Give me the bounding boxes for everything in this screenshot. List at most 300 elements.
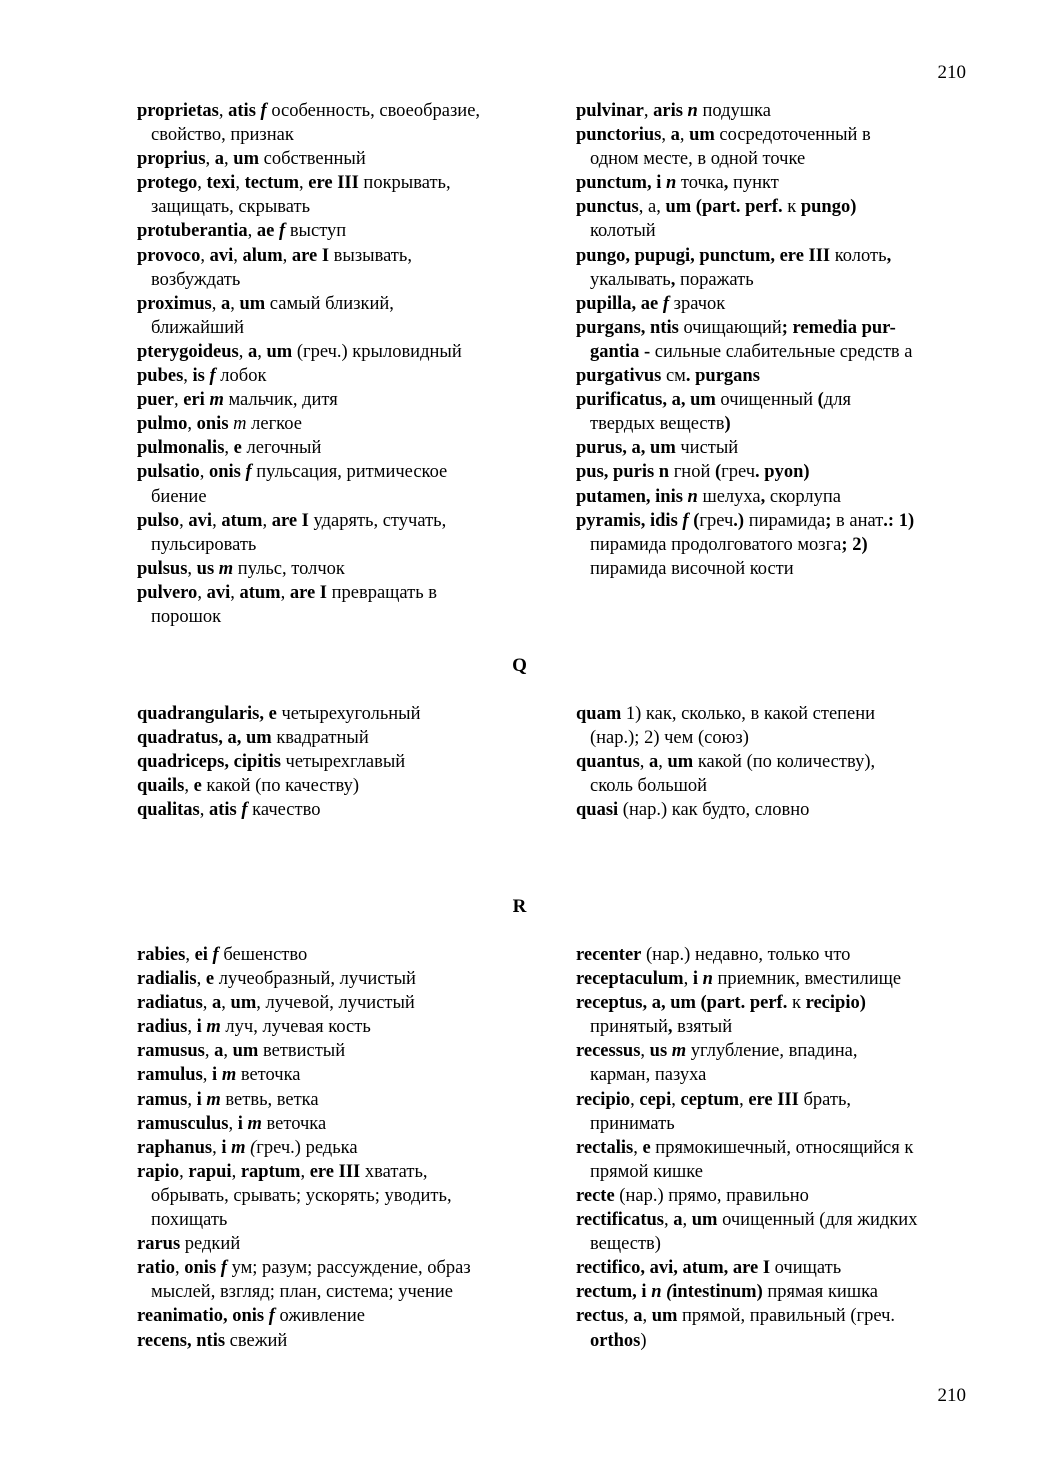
- entry-term: ; remedia pur-: [781, 317, 896, 338]
- entry-text: веточка: [236, 1065, 301, 1086]
- entry-term: eri: [183, 390, 205, 411]
- entry-term: pungo): [800, 197, 857, 218]
- entry-term: a: [214, 1041, 224, 1062]
- entry-text: (нар.) как будто, словно: [618, 800, 810, 821]
- entry-text: к: [782, 197, 801, 218]
- entry-term: qualitas: [137, 800, 200, 821]
- entry-text: ,: [630, 1089, 640, 1110]
- entry-text: собственный: [259, 149, 366, 170]
- entry-text: свежий: [225, 1330, 288, 1351]
- entry-text: подушка: [697, 101, 771, 121]
- entry-term: punctorius: [576, 125, 662, 146]
- dictionary-entry: [576, 1280, 996, 1304]
- dictionary-entry: [137, 460, 557, 508]
- entry-term: ramulus: [137, 1065, 203, 1086]
- entry-text: выступ: [285, 221, 347, 242]
- entry-text: ближайший: [151, 317, 245, 338]
- dictionary-entry: [137, 340, 557, 364]
- entry-text: ,: [230, 582, 240, 603]
- section-q-left-column: [137, 702, 557, 822]
- entry-term: rabies: [137, 945, 186, 965]
- entry-term: (: [688, 510, 700, 531]
- entry-text: прямой, правильный (греч.: [677, 1306, 895, 1327]
- entry-term: atum: [221, 510, 263, 531]
- entry-text: очищенный (для жидких: [717, 1210, 918, 1231]
- dictionary-entry: [137, 1063, 557, 1087]
- entry-term: pyramis, idis: [576, 510, 678, 531]
- entry-term: pulsus: [137, 558, 188, 579]
- entry-text: ,: [640, 1041, 650, 1062]
- entry-term: receptus, a, um (part. perf.: [576, 993, 788, 1014]
- entry-text: брать,: [798, 1089, 852, 1110]
- entry-term: rarus: [137, 1234, 181, 1255]
- entry-term: um (part. perf.: [665, 197, 783, 218]
- entry-text: одном месте, в одной точке: [590, 149, 806, 170]
- dictionary-entry: [137, 244, 557, 292]
- entry-text: ,: [235, 173, 245, 194]
- entry-term: i: [196, 1089, 202, 1110]
- dictionary-entry: [137, 388, 557, 412]
- entry-term: um: [651, 1306, 678, 1327]
- entry-text: ,: [623, 1306, 634, 1327]
- entry-text: особенность, своеобразие,: [266, 101, 481, 121]
- dictionary-entry: [137, 1329, 557, 1353]
- entry-text: (нар.) недавно, только что: [641, 945, 851, 965]
- dictionary-entry: [137, 557, 557, 581]
- entry-text: ,: [643, 101, 654, 121]
- entry-text: ветвистый: [258, 1041, 346, 1062]
- entry-term: ere III: [309, 1161, 361, 1182]
- entry-text: ,: [257, 341, 267, 362]
- dictionary-entry: [137, 292, 557, 340]
- entry-term: orthos: [590, 1330, 641, 1351]
- entry-text: оживление: [274, 1306, 365, 1327]
- entry-text: свойство, признак: [151, 125, 294, 146]
- entry-text: 1) как, сколько, в какой степени: [621, 704, 876, 724]
- entry-text: ,: [224, 149, 234, 170]
- entry-term: um: [232, 1041, 259, 1062]
- entry-text: ,: [280, 582, 290, 603]
- entry-text: ,: [179, 1161, 189, 1182]
- entry-term: rectalis: [576, 1137, 634, 1158]
- entry-term: avi: [188, 510, 213, 531]
- entry-term: atum: [239, 582, 281, 603]
- entry-term: proprius: [137, 149, 206, 170]
- entry-term: ramusculus: [137, 1113, 229, 1134]
- entry-text: прямая кишка: [762, 1282, 878, 1303]
- entry-text: шелуха: [697, 486, 761, 507]
- entry-term: onis: [208, 462, 241, 483]
- entry-term: . pyon): [755, 462, 810, 483]
- entry-term: texi: [206, 173, 236, 194]
- entry-text: ,: [199, 462, 209, 483]
- entry-term: e: [193, 776, 202, 797]
- dictionary-entry: [576, 316, 996, 364]
- entry-text: ,: [238, 341, 248, 362]
- entry-text: гной: [669, 462, 715, 483]
- entry-term: punctum, i: [576, 173, 662, 194]
- entry-term: n: [665, 173, 677, 194]
- entry-text: вызывать,: [329, 245, 412, 266]
- entry-term: are I: [291, 245, 330, 266]
- entry-text: очищенный: [715, 390, 818, 411]
- dictionary-entry: [137, 436, 557, 460]
- entry-term: um: [239, 293, 266, 314]
- entry-text: ветвь, ветка: [220, 1089, 319, 1110]
- entry-text: квадратный: [271, 728, 369, 749]
- entry-text: ,: [231, 1161, 241, 1182]
- entry-text: пирамида продолговатого мозга: [590, 534, 842, 555]
- entry-text: ,: [212, 510, 222, 531]
- entry-text: ,: [230, 293, 240, 314]
- entry-text: ,: [221, 993, 231, 1014]
- entry-text: ,: [179, 510, 189, 531]
- dictionary-entry: [137, 147, 557, 171]
- entry-term: m: [209, 390, 224, 411]
- entry-text: ,: [299, 173, 309, 194]
- entry-term: onis: [196, 414, 229, 435]
- entry-text: ,: [196, 969, 206, 990]
- entry-term: ,: [667, 1017, 673, 1038]
- entry-text: колоть: [830, 245, 887, 266]
- entry-text: (нар.) прямо, правильно: [614, 1185, 809, 1206]
- entry-term: alum: [242, 245, 283, 266]
- entry-text: качество: [247, 800, 321, 821]
- section-letter-r: R: [512, 896, 527, 917]
- entry-text: колотый: [590, 221, 656, 242]
- entry-term: n: [687, 101, 698, 121]
- entry-term: n: [651, 1282, 662, 1303]
- entry-text: ,: [642, 1306, 652, 1327]
- entry-term: puer: [137, 390, 174, 411]
- entry-term: pulsatio: [137, 462, 200, 483]
- entry-text: лобок: [215, 366, 267, 387]
- entry-term: quadrangularis, e: [137, 704, 277, 724]
- dictionary-entry: [137, 219, 557, 243]
- entry-text: греч.) редька: [256, 1137, 358, 1158]
- entry-term: avi: [209, 245, 234, 266]
- entry-text: какой (по качеству): [201, 776, 360, 797]
- entry-text: возбуждать: [151, 269, 241, 290]
- entry-text: порошок: [151, 606, 222, 627]
- entry-text: ,: [671, 1089, 681, 1110]
- entry-text: приемник, вместилище: [712, 969, 902, 990]
- dictionary-entry: [137, 99, 557, 147]
- entry-term: f: [220, 1258, 227, 1279]
- entry-term: i: [212, 1065, 218, 1086]
- entry-text: греч: [699, 510, 734, 531]
- entry-term: f: [260, 101, 267, 121]
- entry-text: укалывать: [590, 269, 671, 290]
- entry-text: скорлупа: [765, 486, 841, 507]
- entry-text: ,: [204, 1041, 215, 1062]
- entry-term: e: [233, 438, 242, 459]
- entry-text: покрывать,: [358, 173, 451, 194]
- section-r-left-column: [137, 943, 557, 1353]
- dictionary-entry: [137, 1160, 557, 1232]
- entry-term: um: [689, 125, 715, 146]
- entry-term: recessus: [576, 1041, 641, 1062]
- entry-text: похищать: [151, 1210, 228, 1231]
- entry-term: m: [206, 1017, 221, 1038]
- entry-text: точка: [676, 173, 724, 194]
- entry-text: ,: [183, 366, 193, 387]
- entry-term: atis: [228, 101, 256, 121]
- entry-term: radialis: [137, 969, 197, 990]
- entry-term: .: 1): [883, 510, 915, 531]
- dictionary-entry: [137, 702, 557, 726]
- entry-text: ,: [300, 1161, 310, 1182]
- entry-text: ,: [200, 245, 210, 266]
- entry-term: ;: [825, 510, 832, 531]
- entry-term: pubes: [137, 366, 184, 387]
- entry-term: us: [649, 1041, 668, 1062]
- entry-text: ,: [679, 125, 690, 146]
- entry-term: radiatus: [137, 993, 203, 1014]
- entry-text: ,: [197, 582, 207, 603]
- dictionary-entry: [576, 798, 996, 822]
- entry-term: m: [221, 1065, 237, 1086]
- entry-text: превращать в: [327, 582, 438, 603]
- entry-text: ,: [223, 1041, 233, 1062]
- entry-term: are I: [289, 582, 327, 603]
- entry-term: m: [231, 1137, 246, 1158]
- entry-text: ,: [185, 945, 195, 965]
- entry-text: очищающий: [678, 317, 782, 338]
- entry-text: ,: [202, 993, 213, 1014]
- entry-term: um: [230, 993, 257, 1014]
- dictionary-entry: [576, 244, 996, 292]
- dictionary-entry: [576, 1039, 996, 1087]
- dictionary-entry: [576, 702, 996, 750]
- entry-text: см: [661, 366, 686, 387]
- entry-term: f: [662, 293, 670, 314]
- entry-text: четырехугольный: [276, 704, 421, 724]
- dictionary-entry: [576, 1088, 996, 1136]
- entry-term: rapui: [188, 1161, 232, 1182]
- entry-text: луч, лучевая кость: [220, 1017, 371, 1038]
- dictionary-entry: [576, 750, 996, 798]
- entry-term: purificatus, a, um: [576, 390, 716, 411]
- entry-text: (греч.) крыловидный: [292, 341, 462, 362]
- entry-term: ): [724, 414, 731, 435]
- entry-term: a: [673, 1210, 683, 1231]
- dictionary-entry: [576, 1208, 996, 1256]
- entry-term: f: [209, 366, 216, 387]
- entry-text: легочный: [241, 438, 322, 459]
- entry-term: (: [250, 1137, 257, 1158]
- entry-text: ,: [683, 969, 693, 990]
- dictionary-entry: [576, 1256, 996, 1280]
- dictionary-entry: [137, 1112, 557, 1136]
- entry-term: i: [237, 1113, 243, 1134]
- entry-text: ,: [197, 173, 207, 194]
- entry-text: ,: [187, 558, 197, 579]
- entry-term: quasi: [576, 800, 619, 821]
- entry-term: intestinum): [672, 1282, 763, 1303]
- entry-text: принимать: [590, 1113, 675, 1134]
- entry-term: um: [667, 752, 694, 773]
- entry-term: quantus: [576, 752, 640, 773]
- entry-term: purus, a, um: [576, 438, 676, 459]
- entry-text: мальчик, дитя: [223, 390, 338, 411]
- entry-term: tectum: [244, 173, 300, 194]
- entry-term: a: [214, 149, 225, 170]
- entry-term: atis: [208, 800, 237, 821]
- entry-term: n: [687, 486, 698, 507]
- section-q-right-column: [576, 702, 996, 822]
- entry-text: сколь большой: [590, 776, 708, 797]
- entry-text: принятый: [590, 1017, 668, 1038]
- entry-text: ,: [682, 1210, 692, 1231]
- entry-text: ,: [262, 510, 272, 531]
- entry-term: um: [691, 1210, 718, 1231]
- entry-text: взятый: [672, 1017, 733, 1038]
- dictionary-entry: [576, 388, 996, 436]
- entry-term: pulmo: [137, 414, 188, 435]
- entry-term: e: [205, 969, 215, 990]
- entry-text: четырехглавый: [280, 752, 406, 773]
- dictionary-entry: [137, 1232, 557, 1256]
- entry-text: биение: [151, 486, 207, 507]
- entry-term: m: [206, 1089, 221, 1110]
- entry-text: ,: [664, 1210, 674, 1231]
- entry-term: proprietas: [137, 101, 219, 121]
- entry-term: a: [212, 993, 222, 1014]
- entry-text: очищать: [770, 1258, 842, 1279]
- entry-term: a: [633, 1306, 643, 1327]
- entry-term: proximus: [137, 293, 212, 314]
- entry-text: ,: [187, 414, 197, 435]
- entry-term: m: [671, 1041, 687, 1062]
- dictionary-entry: [576, 195, 996, 243]
- entry-term: um: [233, 149, 259, 170]
- entry-text: ,: [212, 1137, 222, 1158]
- entry-term: f: [682, 510, 689, 531]
- dictionary-entry: [576, 171, 996, 195]
- dictionary-entry: [137, 412, 557, 436]
- entry-term: um: [266, 341, 293, 362]
- entry-term: f: [241, 800, 248, 821]
- entry-text: ,: [211, 293, 221, 314]
- entry-text: хватать,: [360, 1161, 428, 1182]
- entry-text: чистый: [675, 438, 739, 459]
- entry-term: radius: [137, 1017, 188, 1038]
- entry-term: reanimatio, onis: [137, 1306, 265, 1327]
- entry-term: cepi: [639, 1089, 672, 1110]
- entry-term: rectum, i: [576, 1282, 647, 1303]
- entry-text: пирамида: [744, 510, 826, 531]
- dictionary-entry: [137, 1256, 557, 1304]
- entry-term: i: [196, 1017, 202, 1038]
- entry-text: ,: [175, 1258, 185, 1279]
- entry-term: f: [279, 221, 286, 242]
- section-r-right-column: [576, 943, 996, 1353]
- dictionary-entry: [576, 99, 996, 123]
- entry-text: ,: [639, 752, 650, 773]
- entry-text: какой (по количеству),: [693, 752, 876, 773]
- entry-text: прямокишечный, относящийся к: [650, 1137, 914, 1158]
- entry-text: ,: [228, 1113, 238, 1134]
- entry-term: recenter: [576, 945, 642, 965]
- entry-text: ,: [199, 800, 209, 821]
- entry-text: защищать, скрывать: [151, 197, 311, 218]
- dictionary-entry: [576, 943, 996, 967]
- entry-term: onis: [184, 1258, 217, 1279]
- entry-term: a: [649, 752, 659, 773]
- entry-text: пульс, толчок: [233, 558, 345, 579]
- entry-text: лучеобразный, лучистый: [214, 969, 416, 990]
- dictionary-entry: [137, 1088, 557, 1112]
- entry-text: греч: [721, 462, 756, 483]
- entry-term: a: [220, 293, 231, 314]
- entry-text: бешенство: [218, 945, 308, 965]
- entry-text: ,: [187, 1089, 197, 1110]
- dictionary-entry: [137, 364, 557, 388]
- entry-text: ,: [739, 1089, 749, 1110]
- entry-term: rectus: [576, 1306, 624, 1327]
- entry-text: ,: [661, 125, 671, 146]
- section-letter-q: Q: [512, 655, 527, 676]
- entry-term: gantia -: [590, 341, 651, 362]
- entry-term: protuberantia: [137, 221, 248, 242]
- entry-text: зрачок: [669, 293, 726, 314]
- dictionary-entry: [137, 171, 557, 219]
- entry-term: (: [817, 390, 824, 411]
- entry-text: ,: [174, 390, 184, 411]
- entry-term: pterygoideus: [137, 341, 239, 362]
- entry-text: веточка: [261, 1113, 327, 1134]
- entry-term: f: [212, 945, 219, 965]
- entry-text: ,: [202, 1065, 213, 1086]
- entry-term: ,: [723, 173, 729, 194]
- entry-term: .): [733, 510, 745, 531]
- dictionary-entry: [576, 967, 996, 991]
- dictionary-entry: [137, 991, 557, 1015]
- entry-term: putamen, inis: [576, 486, 683, 507]
- entry-term: quadriceps, cipitis: [137, 752, 281, 773]
- entry-term: aris: [653, 101, 683, 121]
- section-p-right-column: [576, 99, 996, 581]
- entry-term: purgans, ntis: [576, 317, 679, 338]
- entry-term: rapio: [137, 1161, 180, 1182]
- entry-text: самый близкий,: [265, 293, 394, 314]
- entry-text: обрывать, срывать; ускорять; уводить,: [151, 1185, 452, 1206]
- dictionary-entry: [576, 1136, 996, 1184]
- entry-text: для: [823, 390, 851, 411]
- entry-term: f: [268, 1306, 275, 1327]
- dictionary-entry: [137, 1136, 557, 1160]
- entry-term: ceptum: [680, 1089, 740, 1110]
- entry-text: ум; разум; рассуждение, образ: [226, 1258, 471, 1279]
- entry-term: raphanus: [137, 1137, 213, 1158]
- entry-term: i: [692, 969, 698, 990]
- entry-term: is: [192, 366, 205, 387]
- entry-term: ; 2): [841, 534, 868, 555]
- dictionary-entry: [576, 460, 996, 484]
- entry-term: (: [714, 462, 722, 483]
- entry-term: (: [666, 1282, 673, 1303]
- entry-text: веществ): [590, 1234, 661, 1255]
- entry-term: m: [233, 414, 247, 435]
- dictionary-entry: [137, 581, 557, 629]
- entry-term: e: [642, 1137, 651, 1158]
- entry-text: ,: [282, 245, 292, 266]
- entry-term: rectificatus: [576, 1210, 665, 1231]
- dictionary-entry: [137, 798, 557, 822]
- entry-text: редкий: [180, 1234, 241, 1255]
- entry-text: в анат: [831, 510, 884, 531]
